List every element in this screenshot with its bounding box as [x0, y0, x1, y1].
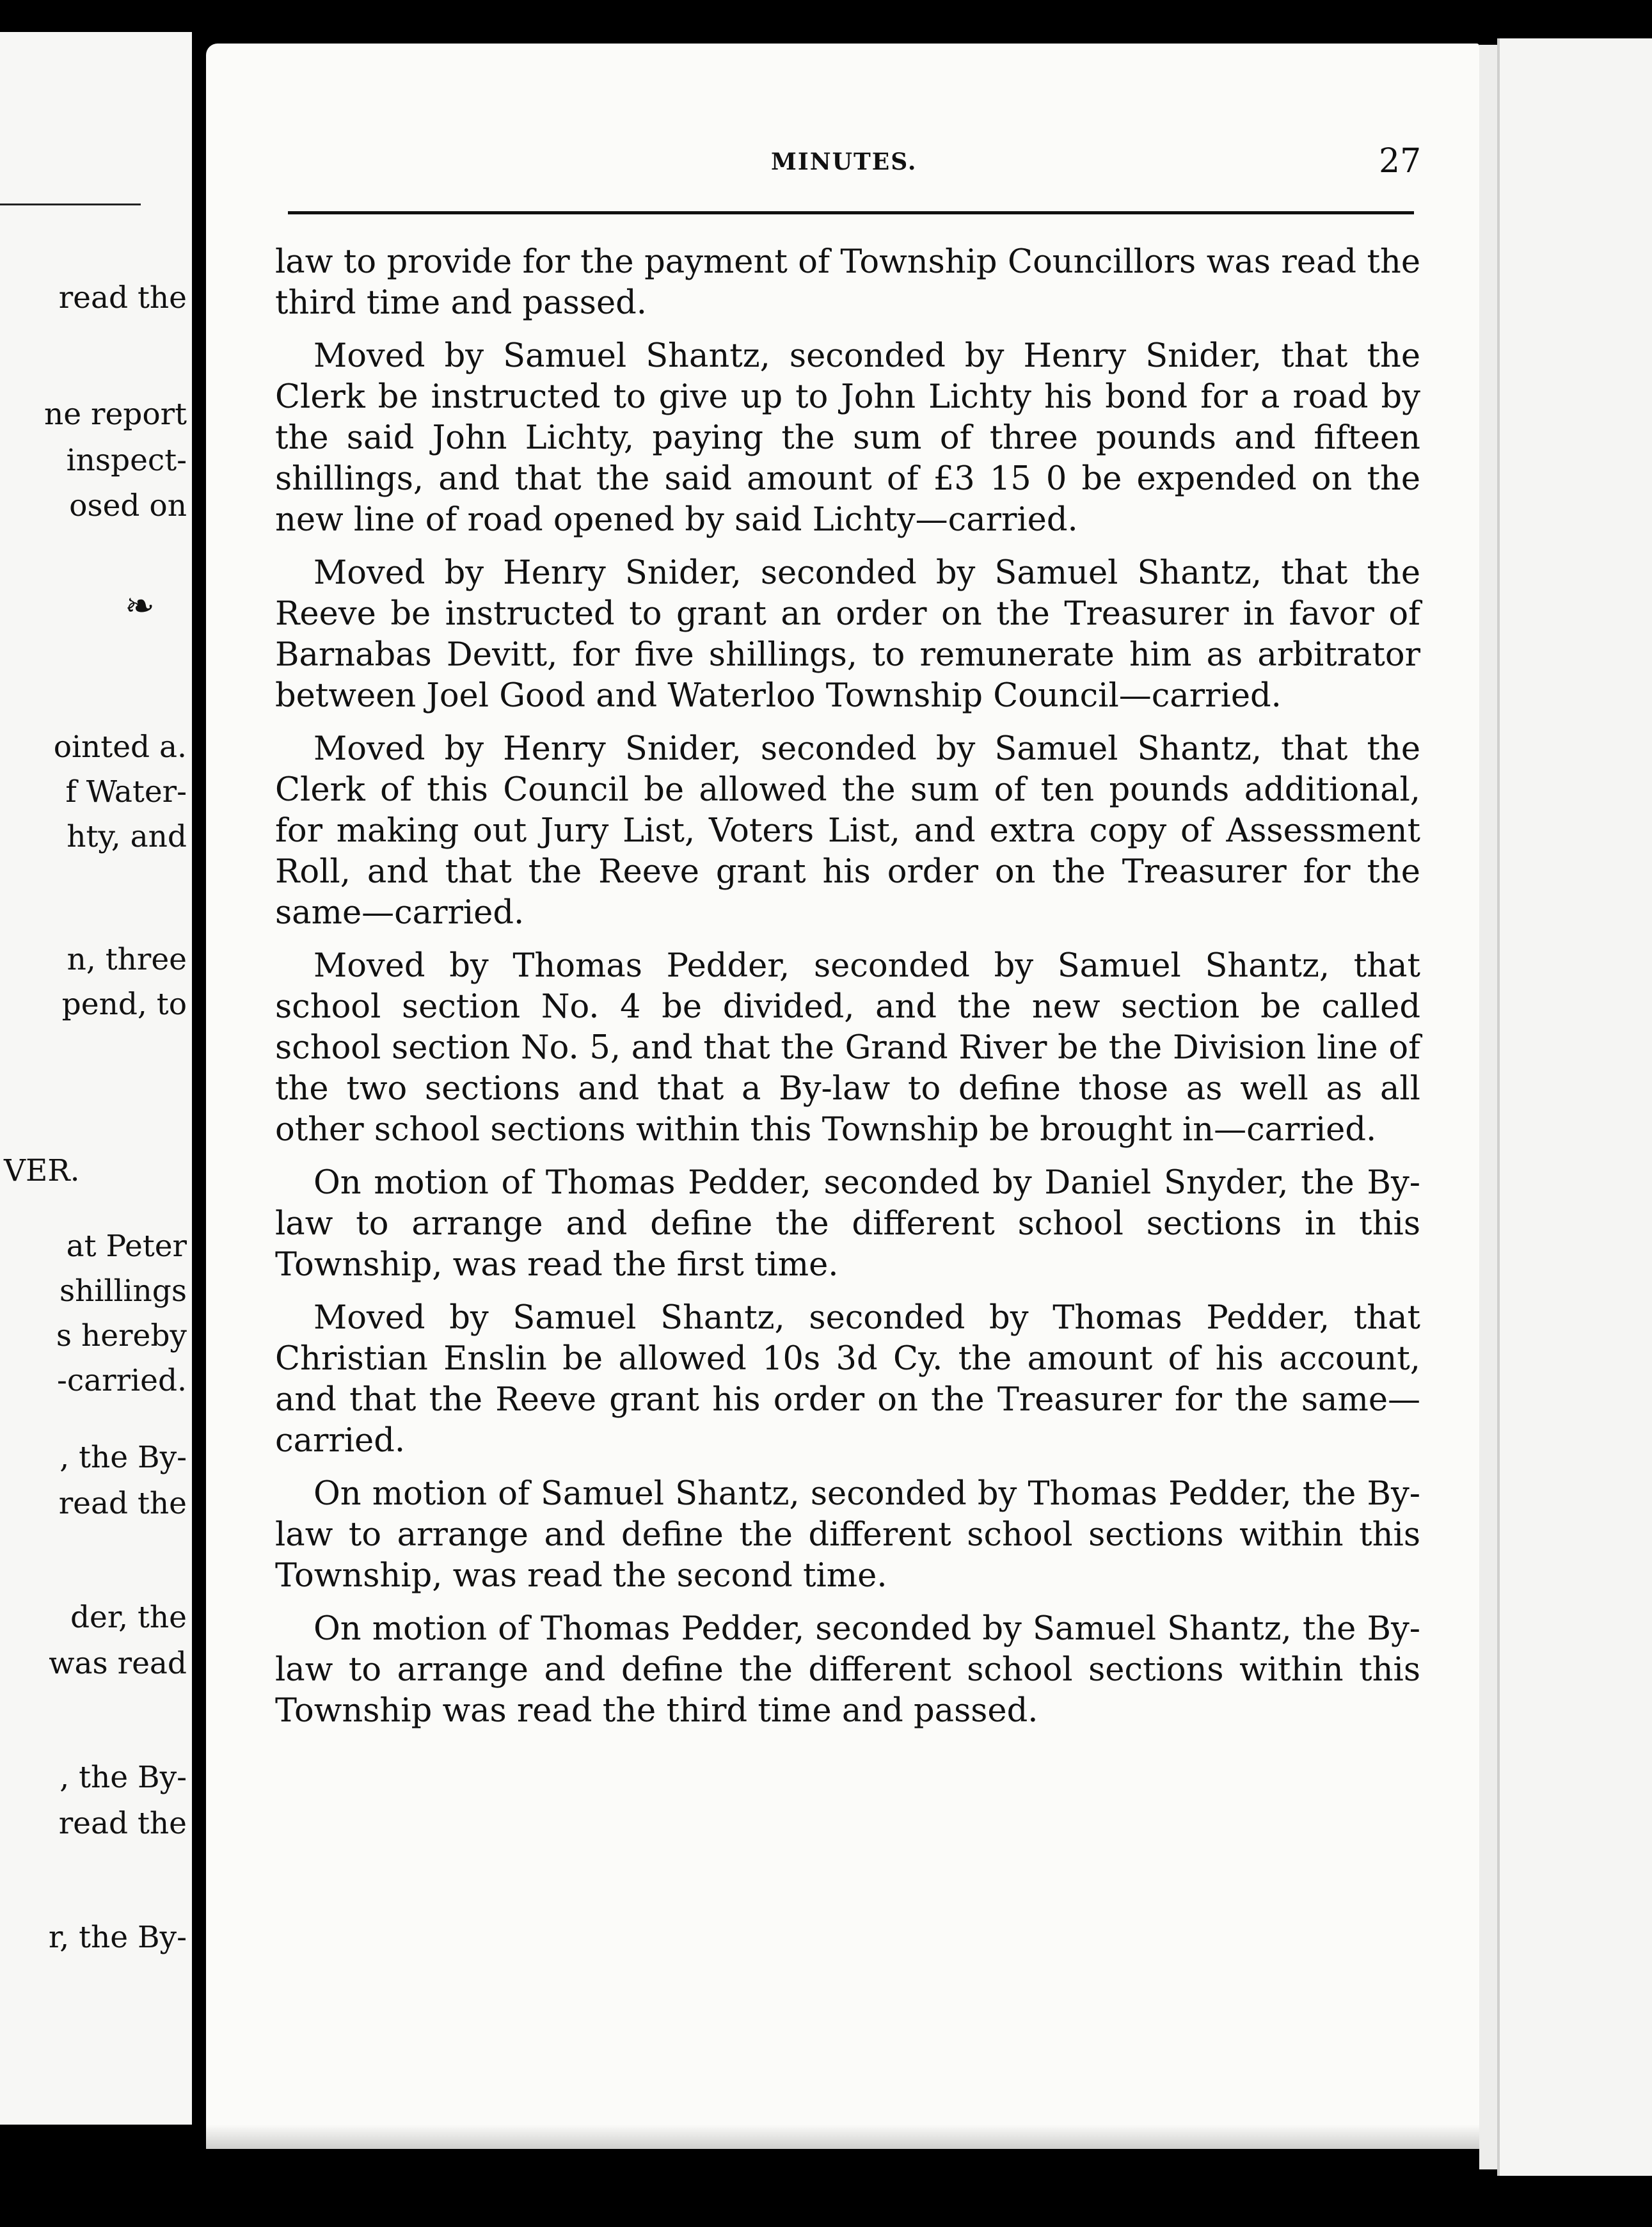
facing-page-line: s hereby [56, 1318, 187, 1353]
paragraph: Moved by Samuel Shantz, seconded by Henry Snider, that the Clerk be instructed to give up to John Lichty his bond for a road by the said John Lichty, paying the sum of three pounds and fifteen shillings, and that the said amount of £3 15 0 be expended on the new line of road opened by said Lichty—carried. [275, 337, 1420, 539]
facing-page-line: at Peter [66, 1229, 187, 1264]
paragraph: law to provide for the payment of Township Councillors was read the third time and passed. [275, 243, 1420, 322]
facing-page-line: der, the [70, 1600, 187, 1635]
page-number: 27 [1379, 142, 1422, 180]
facing-page-line: , the By- [60, 1440, 187, 1475]
facing-page-line: -carried. [56, 1363, 187, 1398]
facing-page-fragment [0, 32, 192, 2125]
facing-page-line: was read [49, 1646, 187, 1681]
facing-page-line: inspect- [66, 443, 187, 478]
facing-page-line: ne report [44, 397, 187, 432]
paragraph: On motion of Samuel Shantz, seconded by Thomas Pedder, the By-law to arrange and define the different school sections within this Township, was read the second time. [275, 1475, 1420, 1595]
paragraph: Moved by Samuel Shantz, seconded by Thomas Pedder, that Christian Enslin be allowed 10s 3d Cy. the amount of his account, and that the Reeve grant his order on the Treasurer for the same—carried. [275, 1299, 1420, 1460]
facing-page-line: n, three [67, 942, 187, 977]
facing-page-line: read the [58, 1486, 187, 1521]
facing-page-line: VER. [4, 1153, 80, 1188]
facing-page-line: shillings [60, 1273, 187, 1309]
facing-page-line: f Water- [65, 774, 187, 810]
paragraph: On motion of Thomas Pedder, seconded by Daniel Snyder, the By-law to arrange and define the different school sections in this Township, was read the first time. [275, 1164, 1420, 1284]
header-rule [288, 211, 1414, 214]
facing-page-line: r, the By- [48, 1920, 187, 1955]
paragraph: Moved by Thomas Pedder, seconded by Samuel Shantz, that school section No. 4 be divided, and the new section be called school section No. 5, and that the Grand River be the Division line of the two sections and that a By-law to define those as well as all other school sections within this Township be brought in—carried. [275, 947, 1420, 1149]
fleuron-ornament: ❧ [125, 586, 155, 627]
facing-page-line: pend, to [61, 987, 187, 1022]
facing-page-line: , the By- [60, 1760, 187, 1795]
paragraph: Moved by Henry Snider, seconded by Samuel Shantz, that the Clerk of this Council be allowed the sum of ten pounds additional, for making out Jury List, Voters List, and extra copy of Assessment Roll, and that the Reeve grant his order on the Treasurer for the same—carried. [275, 730, 1420, 932]
running-head: MINUTES. [771, 148, 917, 175]
facing-page-line: ointed a. [53, 730, 187, 765]
page-body [275, 242, 1420, 1744]
facing-page-line: read the [58, 1806, 187, 1841]
page-bottom-shadow [206, 2125, 1479, 2149]
facing-page-line: read the [58, 280, 187, 315]
facing-page-line: hty, and [67, 819, 187, 854]
page-stack-edge-inner [1497, 38, 1652, 2176]
facing-page-line: osed on [69, 488, 187, 523]
facing-page-rule [0, 204, 141, 205]
paragraph: Moved by Henry Snider, seconded by Samuel Shantz, that the Reeve be instructed to grant an order on the Treasurer in favor of Barnabas Devitt, for five shillings, to remunerate him as arbitrator between Joel Good and Waterloo Township Council—carried. [275, 554, 1420, 715]
paragraph: On motion of Thomas Pedder, seconded by Samuel Shantz, the By-law to arrange and define the different school sections within this Township was read the third time and passed. [275, 1610, 1420, 1730]
